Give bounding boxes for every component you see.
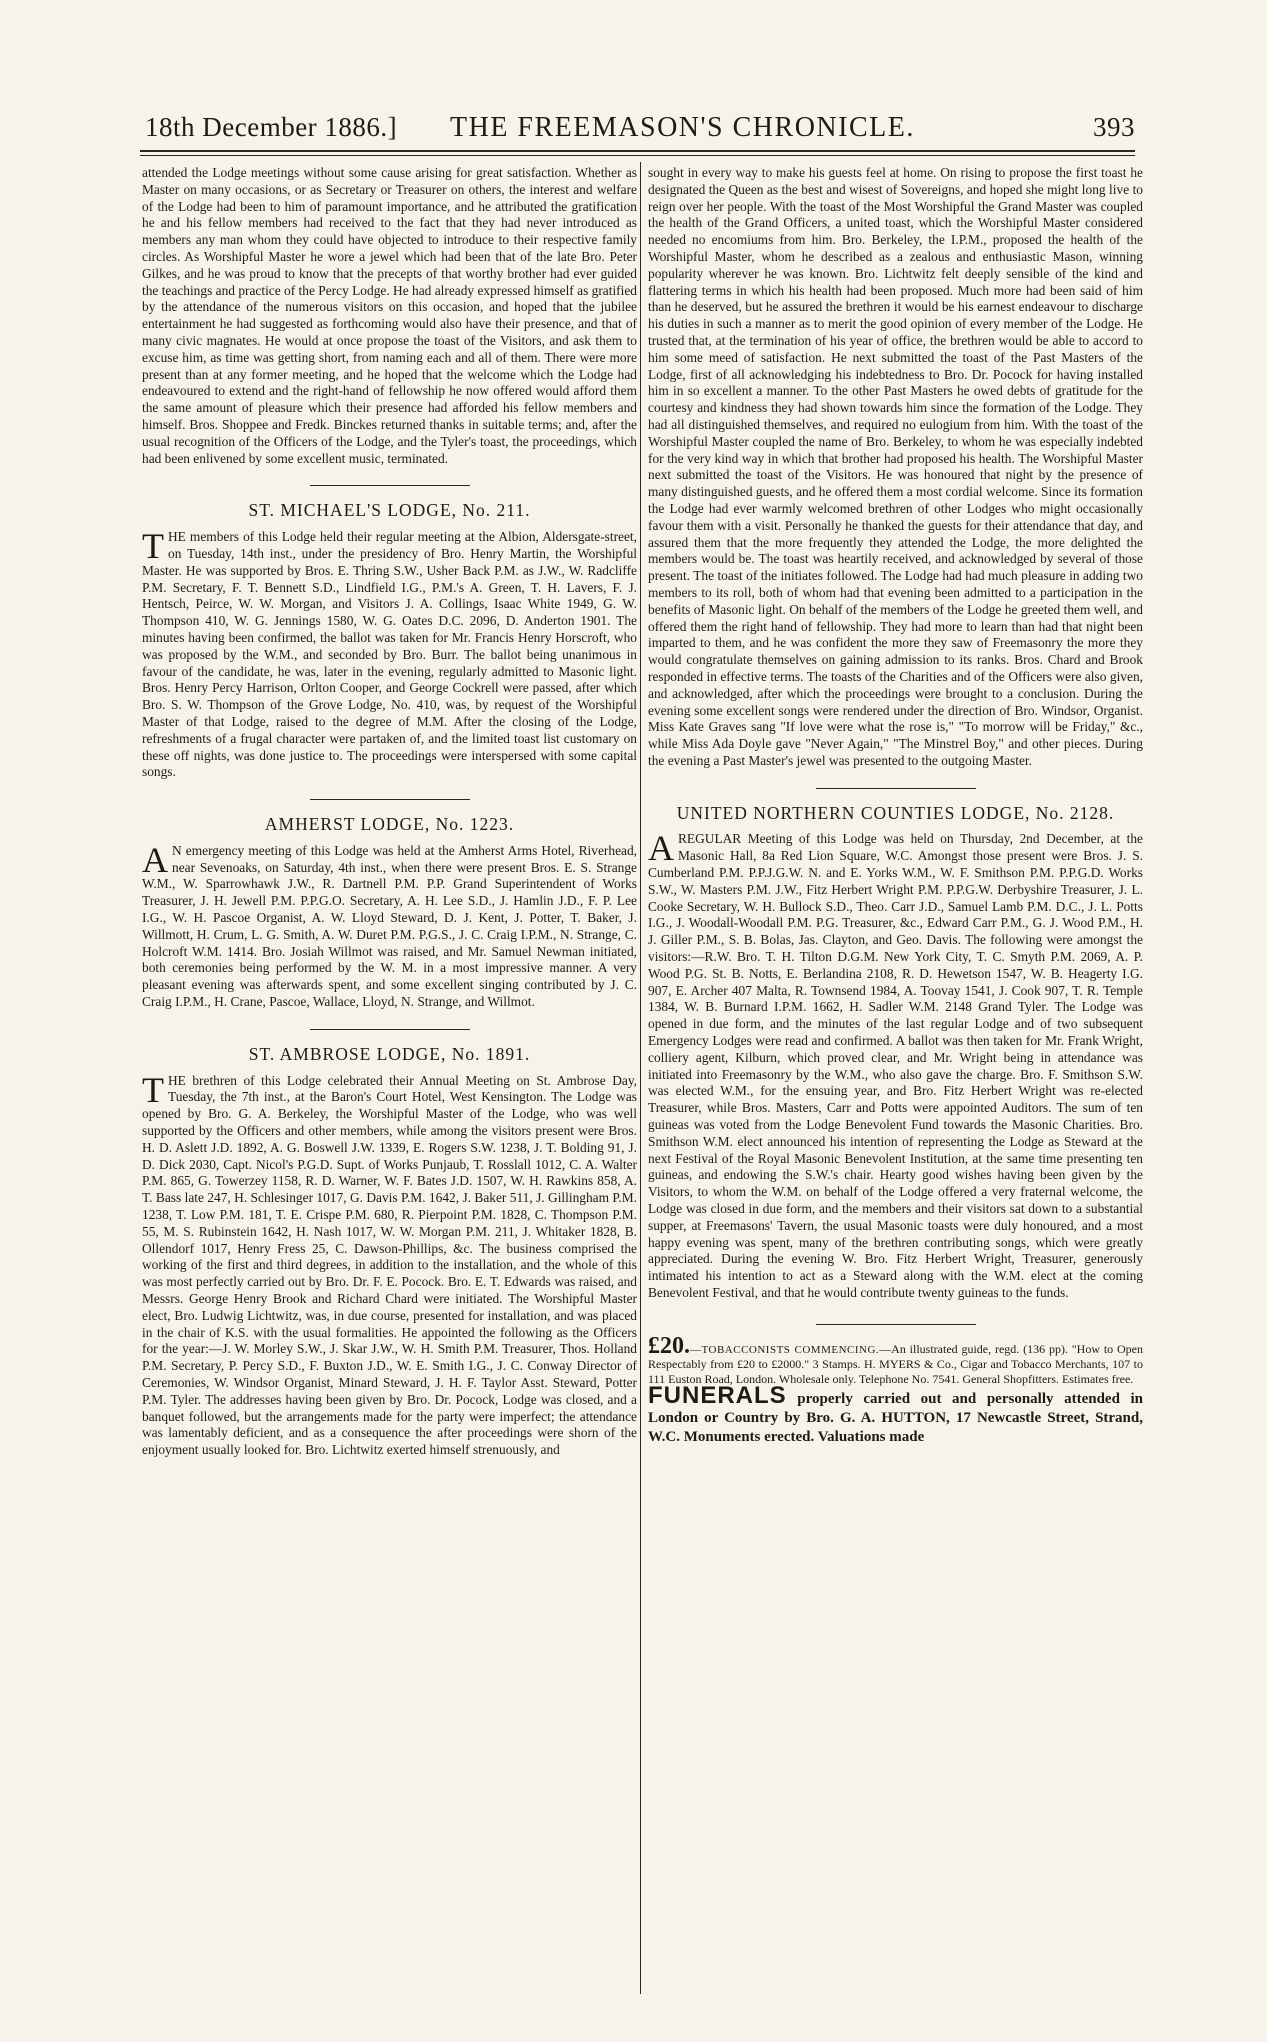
percy-lodge-continuation: attended the Lodge meetings without some cause arising for great satisfaction. Whether as Master on many occasions, or as Secretary or Treasurer on others, the interest and welfare of the Lodge had been to him of paramount importance, and he attributed the gratification he and his fellow members had received to the fact that they had never introduced as members any man whom they could have objected to introduce to their respective family circles. As Worshipful Master he wore a jewel which had been that of the late Bro. Peter Gilkes, and he was proud to know that the precepts of that worthy brother had ever guided the teachings and practice of the Percy Lodge. He had already expressed himself as gratified by the attendance of the numerous visitors on this occasion, and hoped that the jubilee entertainment he had suggested as forthcoming would also have their presence, and that of many civic magnates. He would at once propose the toast of the Visitors, and ask them to excuse him, as time was getting short, from naming each and all of them. There were more present than at any former meeting, and he hoped that the welcome which the Lodge had endeavoured to extend and the right-hand of fellowship he now offered would afford them the same amount of pleasure which their presence had afforded his fellow members and himself. Bros. Shoppee and Fredk. Binckes returned thanks in suitable terms; and, after the usual recognition of the Officers of the Lodge, and the Tyler's toast, the proceedings, which had been enlivened by some excellent music, terminated. xyxy=(142,165,637,466)
ad-caption: —TOBACCONISTS COMMENCING. xyxy=(690,1343,880,1356)
st-michaels-lodge-heading: ST. MICHAEL'S LODGE, No. 211. xyxy=(248,500,531,521)
article-text: HE members of this Lodge held their regular meeting at the Albion, Aldersgate-street, on Tuesday, 14th inst., under the presidency of Bro. Henry Martin, the Worshipful Master. He was supported by Bros. E. Thring S.W., Usher Back P.M. as J.W., W. Radcliffe P.M. Secretary, F. T. Bennett S.D., Lindfield I.G., P.M.'s A. Green, T. H. Lavers, F. J. Hentsch, Peirce, W. W. Morgan, and Visitors J. A. Collings, Isaac White 1949, G. W. Thompson 410, W. G. Jennings 1580, W. G. Oates D.C. 2096, D. Anderton 1901. The minutes having been confirmed, the ballot was taken for Mr. Francis Henry Horscroft, who was proposed by the W.M., and seconded by Bro. Burr. The ballot being unanimous in favour of the candidate, he was, later in the evening, regularly admitted to Masonic light. Bros. Henry Percy Harrison, Orlton Cooper, and George Cockrell were passed, after which Bro. S. W. Thompson of the Grove Lodge, No. 410, was, by request of the Worshipful Master of that Lodge, raised to the degree of M.M. After the closing of the Lodge, refreshments of a frugal character were partaken of, and the limited toast list customary on these off nights, was done justice to. The proceedings were interspersed with some capital songs. xyxy=(142,529,637,780)
article-text: REGULAR Meeting of this Lodge was held on Thursday, 2nd December, at the Masonic Hall, 8a Red Lion Square, W.C. Amongst those present were Bros. J. S. Cumberland P.M. P.P.J.G.W. N. and E. Yorks W.M., W. F. Smithson P.M. P.P.G.D. Works S.W., W. Masters P.M. J.W., Fitz Herbert Wright P.M. P.P.G.W. Derbyshire Treasurer, J. L. Cooke Secretary, W. H. Bullock S.D., Theo. Carr J.D., Samuel Lamb P.M. D.C., J. L. Potts I.G., J. Woodall-Woodall P.M. P.G. Treasurer, &c., Edward Carr P.M., G. J. Wood P.M., H. J. Giller P.M., S. B. Bolas, Jas. Clayton, and Geo. Davis. The following were amongst the visitors:—R.W. Bro. T. H. Tilton D.G.M. New York City, T. C. Smyth P.M. 2069, A. P. Wood P.G. St. B. Notts, E. Berlandina 2108, R. D. Hewetson 1547, W. B. Heagerty I.G. 907, E. Archer 407 Malta, R. Townsend 1984, A. Toovay 1541, J. Cook 907, T. R. Temple 1384, W. B. Burnard I.P.M. 1662, H. Sadler W.M. 2148 Grand Tyler. The Lodge was opened in due form, and the minutes of the last regular Lodge and of two subsequent Emergency Lodges were read and confirmed. A ballot was then taken for Mr. Frank Wright, colliery agent, Kilburn, which proved clear, and Mr. Wright being in attendance was initiated into Freemasonry by the W.M., who also gave the charge. Bro. F. Smithson S.W. was elected W.M., for the ensuing year, and Bro. Fitz Herbert Wright was re-elected Treasurer, while Bros. Masters, Carr and Potts were appointed Auditors. The sum of ten guineas was voted from the Lodge Benevolent Fund towards the Masonic Charities. Bro. Smithson W.M. elect announced his intention of representing the Lodge as Steward at the next Festival of the Royal Masonic Benevolent Institution, at the same time presenting ten guineas, and endowing the S.W.'s chair. Hearty good wishes having been given by the Visitors, to whom the W.M. on behalf of the Lodge offered a very fraternal welcome, the Lodge was closed in due form, and the members and their visitors sat down to a substantial supper, at Freemasons' Tavern, the usual Masonic toasts were duly honoured, and a most happy evening was spent, many of the brethren contributing songs, which were greatly appreciated. During the evening W. Bro. Fitz Herbert Wright, Treasurer, generously intimated his intention to act as a Steward along with the W.M. elect at the coming Benevolent Festival, and that he would contribute twenty guineas to the funds. xyxy=(648,831,1143,1300)
header-date: 18th December 1886.] xyxy=(145,112,398,142)
st-michaels-lodge-article xyxy=(142,526,637,781)
st-ambrose-lodge-article xyxy=(142,1069,637,1459)
st-ambrose-continuation: sought in every way to make his guests feel at home. On rising to propose the first toast he designated the Queen as the best and wisest of Sovereigns, and hoped she might long live to reign over her people. With the toast of the Most Worshipful the Grand Master was coupled the health of the Grand Officers, a united toast, which the Worshipful Master considered needed no encomiums from him. Bro. Berkeley, the I.P.M., proposed the health of the Worshipful Master, whom he described as a zealous and enthusiastic Mason, winning popularity wherever he was known. Bro. Lichtwitz felt deeply sensible of the kind and flattering terms in which his health had been proposed. Much more had been said of him than he deserved, but he assured the brethren it would be his earnest endeavour to discharge his duties in such a manner as to merit the good opinion of every member of the Lodge. He trusted that, at the termination of his year of office, the brethren would be able to accord to him some meed of satisfaction. He next submitted the toast of the Past Masters of the Lodge, first of all acknowledging his indebtedness to Bro. Dr. Pocock for having installed him in so excellent a manner. To the other Past Masters he owed debts of gratitude for the courtesy and kindness they had shown towards him since the formation of the Lodge. They had all distinguished themselves, and required no eulogium from him. With the toast of the Worshipful Master coupled the name of Bro. Berkeley, to whom he was especially indebted for the very kind way in which that brother had proposed his health. The Worshipful Master next submitted the toast of the Visitors. He was honoured that night by the presence of many distinguished guests, and he offered them a most cordial welcome. Since its formation the Lodge had ever warmly welcomed brethren of other Lodges who might occasionally favour them with a visit. Personally he thanked the guests for their attendance that day, and assured them that the more frequently they attended the Lodge, the more delighted the members would be. The toast was heartily received, and acknowledged by several of those present. The toast of the initiates followed. The Lodge had had much pleasure in adding two members to its roll, both of whom had that evening been admitted to a participation in the benefits of Masonic light. On behalf of the members of the Lodge he greeted them well, and offered them the right hand of fellowship. They had more to learn than had that night been imparted to them, and he was confident the more they saw of Freemasonry the more they would congratulate themselves on gaining admission to its ranks. Bros. Chard and Brook responded in effective terms. The toasts of the Charities and of the Officers were also given, and acknowledged, after which the proceedings were brought to a conclusion. During the evening some excellent songs were rendered under the direction of Bro. Windsor, Organist. Miss Kate Graves sang "If love were what the rose is," "To morrow will be Friday," &c., while Miss Ada Doyle gave "Never Again," "The Minstrel Boy," and other pieces. During the evening a Past Master's jewel was presented to the outgoing Master. xyxy=(648,165,1143,768)
drop-cap: T xyxy=(142,1069,164,1110)
amherst-lodge-heading: AMHERST LODGE, No. 1223. xyxy=(264,814,515,835)
ad-amount: £20. xyxy=(648,1332,690,1359)
section-divider xyxy=(816,1324,976,1325)
left-column xyxy=(142,165,637,1459)
funerals-text: properly carried out and personally attended in London or Country by Bro. G. A. HUTTON, 17 Newcastle Street, Strand, W.C. Monuments erected. Valuations made xyxy=(648,1391,1144,1446)
page-number: 393 xyxy=(1093,112,1135,142)
section-divider xyxy=(310,1029,470,1030)
section-divider xyxy=(310,485,470,486)
masthead-title: THE FREEMASON'S CHRONICLE. xyxy=(450,112,915,143)
drop-cap: A xyxy=(648,828,674,869)
united-northern-counties-heading: UNITED NORTHERN COUNTIES LODGE, No. 2128. xyxy=(676,802,1115,823)
funerals-advertisement xyxy=(648,1382,1144,1447)
article-text: HE brethren of this Lodge celebrated their Annual Meeting on St. Ambrose Day, Tuesday, the 7th inst., at the Baron's Court Hotel, West Kensington. The Lodge was opened by Bro. G. A. Berkeley, the Worshipful Master of the Lodge, who was well supported by the Officers and other members, while among the visitors present were Bros. H. D. Aslett J.D. 1892, A. G. Boswell J.W. 1339, E. Rogers S.W. 1238, J. T. Bolding 91, J. D. Dick 2030, Capt. Nicol's P.G.D. Supt. of Works Punjaub, T. Rosslall 1012, C. A. Walter P.M. 865, G. Towerzey 1158, R. D. Warner, W. F. Bates J.D. 1507, W. H. Rawkins 858, A. T. Bass late 247, H. Schlesinger 1017, G. Davis P.M. 1642, J. Baker 511, J. Gillingham P.M. 1238, T. Low P.M. 181, T. E. Crispe P.M. 680, R. Pierpoint P.M. 1828, C. Thompson P.M. 55, M. S. Rubinstein 1642, H. Nash 1017, W. W. Morgan P.M. 211, J. Whitaker 1828, B. Ollendorf 1017, Henry Fress 25, C. Dawson-Phillips, &c. The business comprised the working of the first and third degrees, in addition to the installation, and the whole of this was most perfectly carried out by Bro. Dr. F. E. Pocock. Bro. E. T. Edwards was raised, and Messrs. George Henry Brook and Richard Chard were initiated. The Worshipful Master elect, Bro. Ludwig Lichtwitz, was, in due course, presented for installation, and was placed in the chair of K.S. with the usual formalities. He appointed the following as the Officers for the year:—J. W. Morley S.W., J. Skar J.W., W. H. Smith P.M. Treasurer, Thos. Holland P.M. Secretary, P. Percy S.D., F. Buxton J.D., W. E. Smith I.G., J. C. Conway Director of Ceremonies, W. Windsor Organist, Minard Steward, J. H. F. Taylor Asst. Steward, Potter P.M. Tyler. The addresses having been given by Bro. Dr. Pocock, Lodge was closed, and a banquet followed, but the arrangements made for the party were imperfect; the attendance was lamentably deficient, and as a consequence the after proceedings were shorn of the enjoyment usually looked for. Bro. Lichtwitz exerted himself strenuously, and xyxy=(142,1072,637,1458)
section-divider xyxy=(310,799,470,800)
amherst-lodge-article xyxy=(142,839,637,1011)
right-column xyxy=(648,165,1143,1447)
page-header xyxy=(145,112,1135,152)
drop-cap: T xyxy=(142,526,164,567)
header-rule xyxy=(140,150,1135,152)
tobacconists-advertisement xyxy=(648,1332,1143,1387)
drop-cap: A xyxy=(142,839,168,880)
article-text: N emergency meeting of this Lodge was held at the Amherst Arms Hotel, Riverhead, near Sevenoaks, on Saturday, 4th inst., when there were present Bros. E. S. Strange W.M., W. Sparrowhawk J.W., R. Dartnell P.M. P.P. Grand Superintendent of Works Treasurer, J. H. Jewell P.M. P.P.G.O. Secretary, A. H. Lee S.D., J. Hamlin J.D., F. P. Lee I.G., W. H. Pascoe Organist, A. W. Lloyd Steward, D. J. Kent, J. Potter, T. Baker, J. Willmott, H. Crum, L. G. Smith, A. W. Duret P.M. P.G.S., J. C. Craig I.P.M., N. Strange, C. Holcroft W.M. 1414. Bro. Josiah Willmot was raised, and Mr. Samuel Newman initiated, both ceremonies being performed by the W. M. in a most impressive manner. A very pleasant evening was afterwards spent, and some excellent singing contributed by J. C. Craig I.P.M., H. Crane, Pascoe, Wallace, Lloyd, N. Strange, and Willmot. xyxy=(142,842,637,1010)
ad-text: —An illustrated guide, regd. (136 pp). "How to Open Respectably from £20 to £2000." 3 Stamps. H. MYERS & Co., Cigar and Tobacco Merchants, 107 to 111 Euston Road, London. Wholesale only. Telephone No. 7541. General Shopfitters. Estimates free. xyxy=(648,1341,1143,1386)
section-divider xyxy=(816,788,976,789)
st-ambrose-lodge-heading: ST. AMBROSE LODGE, No. 1891. xyxy=(248,1043,531,1064)
funerals-word: FUNERALS xyxy=(648,1382,787,1410)
header-rule-thin xyxy=(140,155,1135,156)
column-divider xyxy=(640,162,641,1994)
united-northern-counties-article xyxy=(648,828,1143,1301)
